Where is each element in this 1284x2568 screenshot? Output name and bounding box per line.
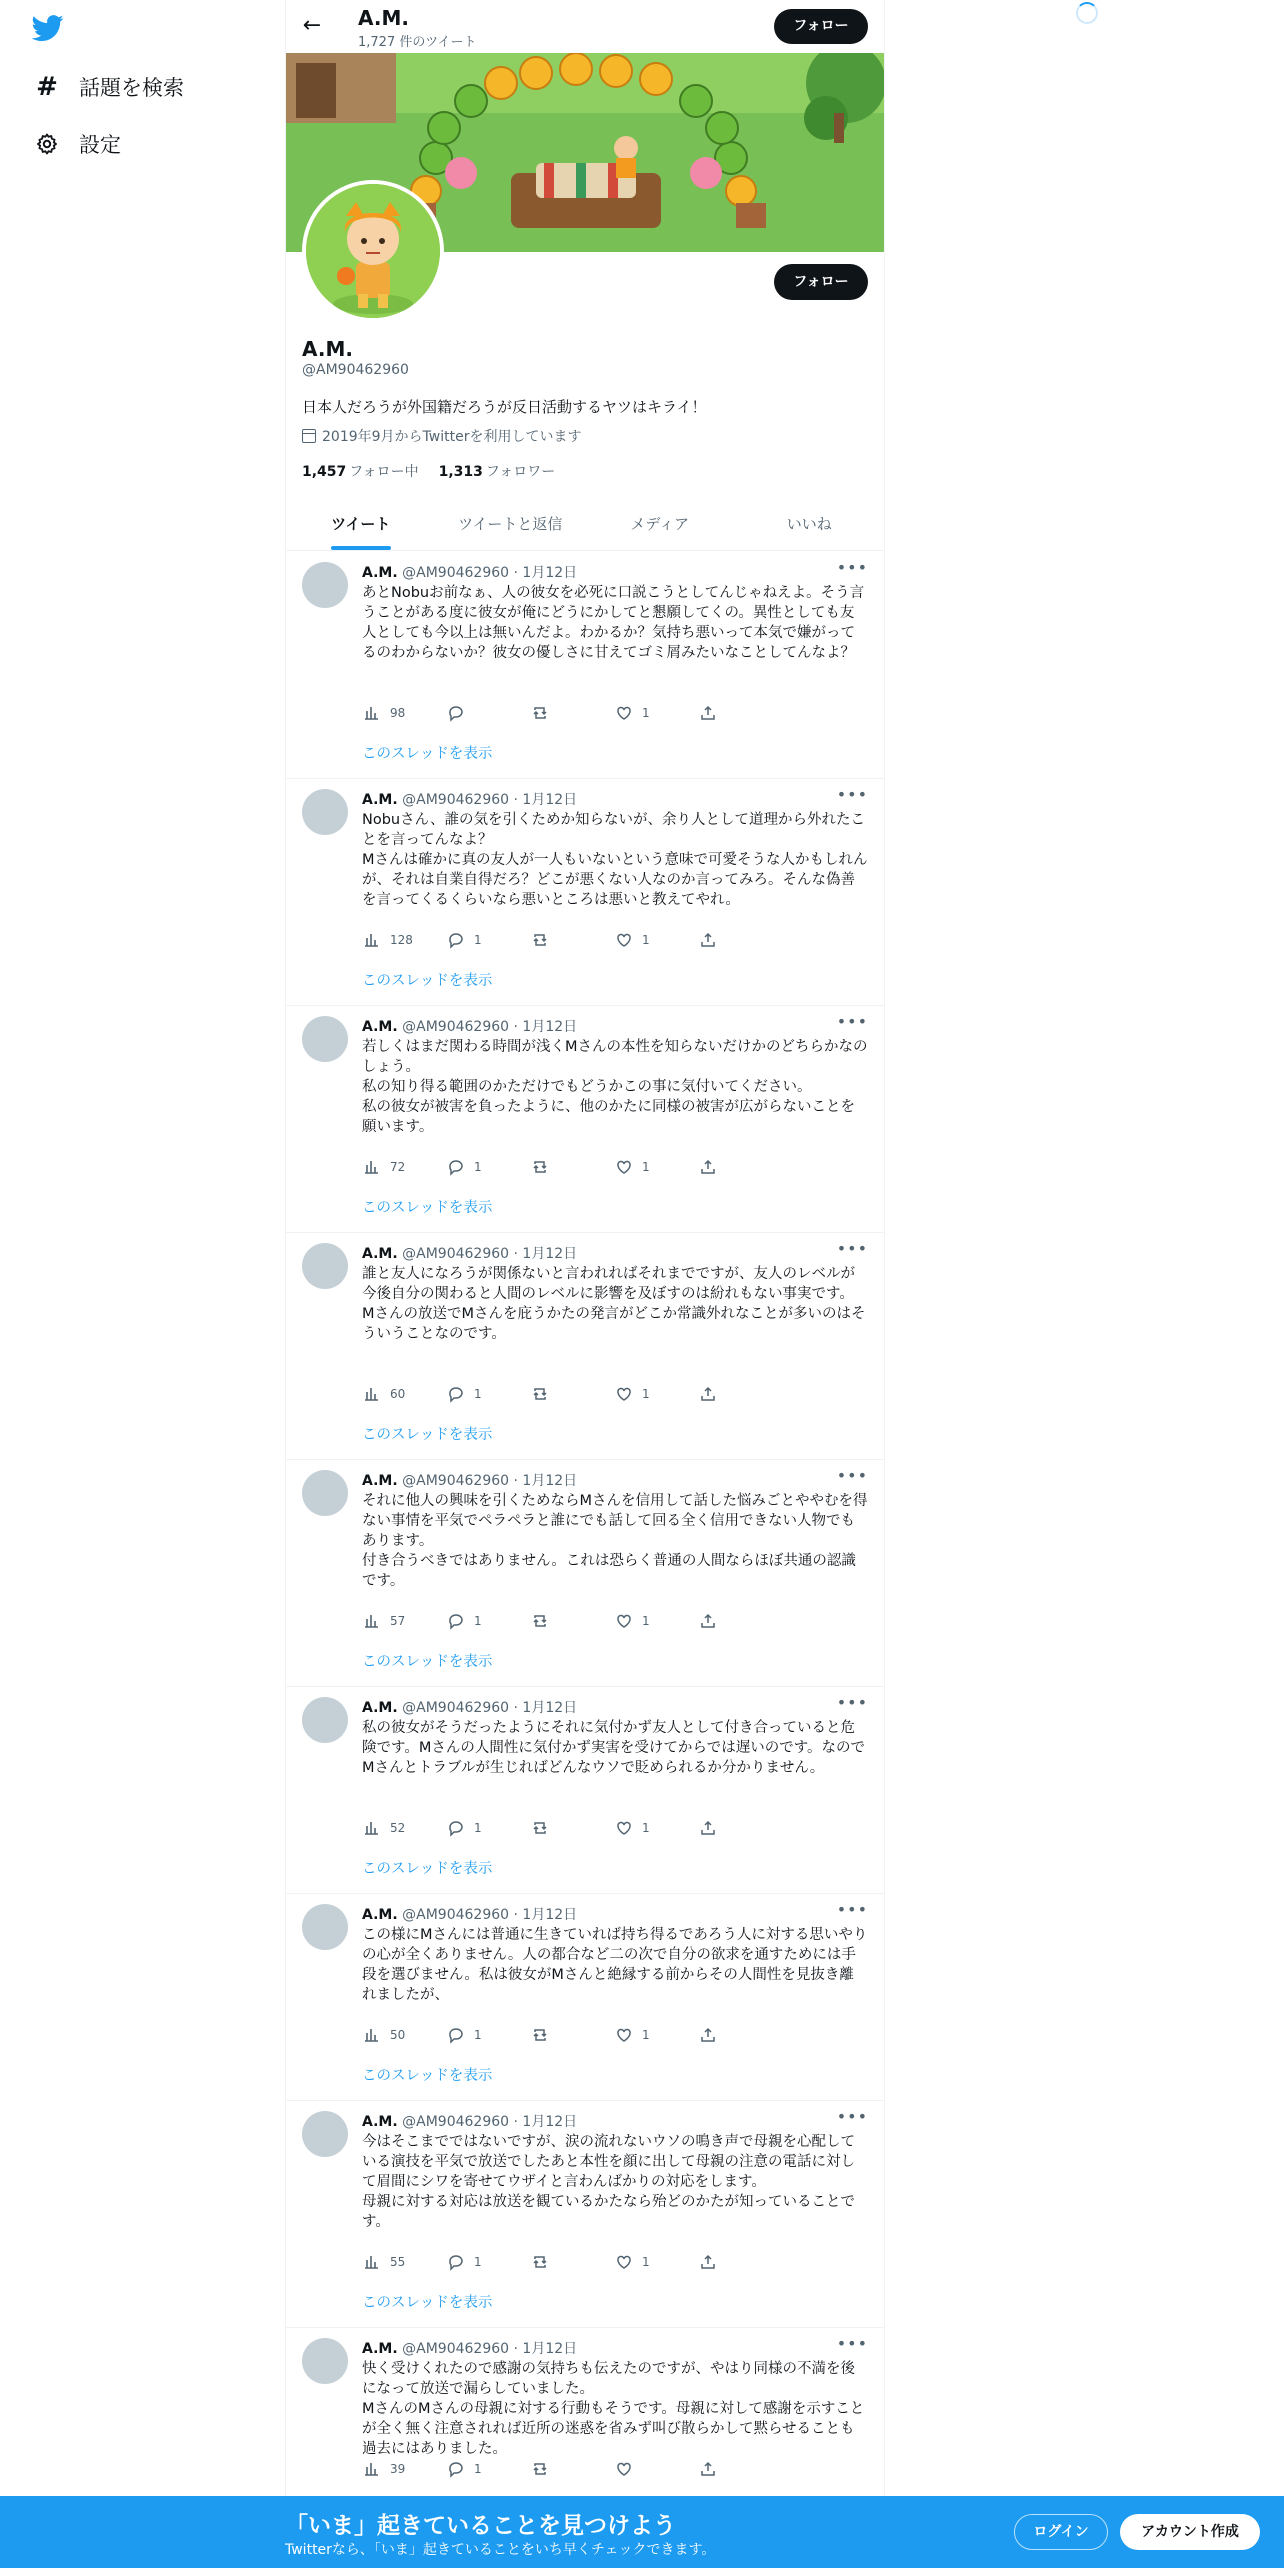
tweet[interactable]	[286, 1460, 884, 1687]
signup-banner-title: 「いま」起きていることを見つけよう	[285, 2513, 676, 2539]
reply-count: 1	[474, 1821, 482, 1835]
profile-follow-button[interactable]: フォロー	[774, 264, 868, 300]
tweet-text-line: この様にMさんには普通に生きていれば持ち得るであろう人に対する思いやりの心が全くありません。人の都合など二の次で自分の欲求を通すためには手段を選びません。私は彼女がMさんと絶縁する前からその人間性を見抜き離れましたが、	[362, 1927, 868, 2003]
more-options-icon[interactable]: •••	[836, 1239, 868, 1258]
tweet-body	[362, 810, 868, 910]
tweet-header	[362, 1470, 577, 1490]
profile-tabs	[286, 498, 884, 551]
share-icon	[698, 1157, 718, 1177]
heart-icon	[614, 1818, 634, 1838]
tweet-date[interactable]: 1月12日	[522, 1700, 578, 1716]
tweet-date[interactable]: 1月12日	[522, 1907, 578, 1923]
profile-header-bar	[286, 0, 884, 53]
tweet-text-line: 快く受けくれたので感謝の気持ちも伝えたのですが、やはり同様の不満を後になって放送で漏らしていました。	[362, 2361, 855, 2397]
more-options-icon[interactable]: •••	[836, 1466, 868, 1485]
signup-banner-subtitle: Twitterなら、「いま」起きていることをいち早くチェックできます。	[285, 2542, 716, 2558]
calendar-icon	[302, 429, 316, 443]
retweet-button[interactable]	[530, 1817, 614, 1839]
show-thread-link[interactable]: このスレッドを表示	[362, 973, 493, 989]
reply-icon	[446, 2459, 466, 2479]
like-button[interactable]	[614, 2458, 698, 2480]
hashtag-icon: #	[36, 72, 58, 102]
tweet-avatar[interactable]	[302, 2111, 348, 2157]
tweet-body	[362, 1491, 868, 1591]
reply-icon	[446, 2025, 466, 2045]
views-icon	[362, 1157, 382, 1177]
tweet-text-line: 母親に対する対応は放送を観ているかたなら殆どのかたが知っていることです。	[362, 2194, 855, 2230]
views-count: 39	[390, 2462, 406, 2476]
more-options-icon[interactable]: •••	[836, 785, 868, 804]
show-thread-link[interactable]: このスレッドを表示	[362, 1200, 493, 1216]
nav-settings-label: 設定	[79, 133, 121, 157]
header-name: A.M.	[358, 6, 409, 30]
show-thread-link[interactable]: このスレッドを表示	[362, 1654, 493, 1670]
tweet-body	[362, 2132, 868, 2232]
retweet-icon	[530, 930, 550, 950]
tweet-author-name[interactable]: A.M.	[362, 2114, 398, 2130]
share-icon	[698, 703, 718, 723]
tweet-text-line: 付き合うべきではありません。これは恐らく普通の人間ならほぼ共通の認識です。	[362, 1553, 856, 1589]
reply-button[interactable]	[446, 2251, 530, 2273]
retweet-button[interactable]	[530, 2024, 614, 2046]
tweet[interactable]	[286, 1233, 884, 1460]
share-button[interactable]	[698, 702, 782, 724]
tweet-date[interactable]: 1月12日	[522, 1246, 578, 1262]
reply-count: 1	[474, 933, 482, 947]
like-button[interactable]	[614, 1383, 698, 1405]
tweet-author-name[interactable]: A.M.	[362, 1473, 398, 1489]
login-button[interactable]: ログイン	[1014, 2514, 1108, 2550]
tweet-text-line: Mさんは確かに真の友人が一人もいないという意味で可愛そうな人かもしれんが、それは自業自得だろ？どこが悪くない人なのか言ってみろ。そんな偽善を言ってくるくらいなら悪いところは悪いと教えてやれ。	[362, 852, 868, 908]
show-thread-link[interactable]: このスレッドを表示	[362, 2295, 493, 2311]
like-button[interactable]	[614, 2251, 698, 2273]
tweet-author-name[interactable]: A.M.	[362, 1019, 398, 1035]
like-count: 1	[642, 933, 650, 947]
tweet-separator: ·	[513, 792, 518, 808]
views-button[interactable]	[362, 702, 446, 724]
tweet-separator: ·	[513, 2341, 518, 2357]
views-icon	[362, 2252, 382, 2272]
tweet[interactable]	[286, 1006, 884, 1233]
tweet-author-name[interactable]: A.M.	[362, 1700, 398, 1716]
tweet-date[interactable]: 1月12日	[522, 792, 578, 808]
tweet-author-handle[interactable]: @AM90462960	[402, 1907, 510, 1923]
tweet-avatar[interactable]	[302, 789, 348, 835]
tweet[interactable]	[286, 1894, 884, 2101]
reply-button[interactable]	[446, 1817, 530, 1839]
share-button[interactable]	[698, 929, 782, 951]
tweet-actions	[362, 1156, 782, 1178]
views-icon	[362, 1611, 382, 1631]
share-button[interactable]	[698, 1156, 782, 1178]
tweet-separator: ·	[513, 1473, 518, 1489]
views-count: 57	[390, 1614, 406, 1628]
signup-button[interactable]: アカウント作成	[1120, 2514, 1260, 2550]
share-button[interactable]	[698, 2458, 782, 2480]
views-button[interactable]	[362, 1610, 446, 1632]
views-count: 55	[390, 2255, 406, 2269]
tweet-text-line: 誰と友人になろうが関係ないと言われればそれまでですが、友人のレベルが今後自分の関わると人間のレベルに影響を及ぼすのは紛れもない事実です。	[362, 1266, 855, 1302]
tweet-actions	[362, 1817, 782, 1839]
like-button[interactable]	[614, 929, 698, 951]
profile-name: A.M.	[302, 337, 353, 361]
profile-joined	[302, 426, 581, 446]
tweet-text-line: 若しくはまだ関わる時間が浅くMさんの本性を知らないだけかのどちらかなのしょう。	[362, 1039, 868, 1075]
like-count: 1	[642, 1614, 650, 1628]
tweet-body	[362, 1925, 868, 2005]
views-count: 52	[390, 1821, 406, 1835]
views-button[interactable]	[362, 1383, 446, 1405]
tweet[interactable]	[286, 1687, 884, 1894]
tweet-author-handle[interactable]: @AM90462960	[402, 1019, 510, 1035]
tweet-avatar[interactable]	[302, 1016, 348, 1062]
views-icon	[362, 2025, 382, 2045]
retweet-icon	[530, 1818, 550, 1838]
retweet-icon	[530, 2025, 550, 2045]
tweet-actions	[362, 1610, 782, 1632]
header-follow-button[interactable]: フォロー	[774, 9, 868, 44]
more-options-icon[interactable]: •••	[836, 558, 868, 577]
views-button[interactable]	[362, 1156, 446, 1178]
share-button[interactable]	[698, 2024, 782, 2046]
like-button[interactable]	[614, 1610, 698, 1632]
tweet-text-line: Nobuさん、誰の気を引くためか知らないが、余り人として道理から外れたことを言ってんなよ？	[362, 812, 865, 848]
tweet-author-name[interactable]: A.M.	[362, 565, 398, 581]
tweet-author-name[interactable]: A.M.	[362, 1246, 398, 1262]
tweet-text-line: Mさんの放送でMさんを庇うかたの発言がどこか常識外れなことが多いのはそういうことなのです。	[362, 1306, 866, 1342]
like-button[interactable]	[614, 702, 698, 724]
followers-count: 1,313	[438, 464, 483, 480]
reply-count: 1	[474, 1160, 482, 1174]
tweet-avatar[interactable]	[302, 1470, 348, 1516]
following-count: 1,457	[302, 464, 347, 480]
heart-icon	[614, 1384, 634, 1404]
more-options-icon[interactable]: •••	[836, 2107, 868, 2126]
nav-explore-label: 話題を検索	[79, 76, 184, 100]
reply-button[interactable]	[446, 702, 530, 724]
tweet-text-line: それに他人の興味を引くためならMさんを信用して話した悩みごとややむを得ない事情を平気でペラペラと誰にでも話して回る全く信用できない人物でもあります。	[362, 1493, 868, 1549]
reply-count: 1	[474, 2028, 482, 2042]
tweet-avatar[interactable]	[302, 562, 348, 608]
share-icon	[698, 1818, 718, 1838]
tweet[interactable]	[286, 552, 884, 779]
retweet-icon	[530, 1157, 550, 1177]
heart-icon	[614, 2252, 634, 2272]
reply-icon	[446, 2252, 466, 2272]
retweet-button[interactable]	[530, 702, 614, 724]
profile-stats	[302, 461, 555, 481]
retweet-button[interactable]	[530, 2251, 614, 2273]
following-label: フォロー中	[349, 464, 419, 480]
views-count: 72	[390, 1160, 406, 1174]
views-icon	[362, 703, 382, 723]
tweet-separator: ·	[513, 1246, 518, 1262]
tweet-body	[362, 583, 868, 663]
tweet-text-line: 私の彼女が被害を負ったように、他のかたに同様の被害が広がらないことを願います。	[362, 1099, 855, 1135]
loading-spinner-icon	[1076, 2, 1098, 24]
share-icon	[698, 1384, 718, 1404]
views-button[interactable]	[362, 2251, 446, 2273]
retweet-icon	[530, 703, 550, 723]
tweet-actions	[362, 2024, 782, 2046]
profile-handle: @AM90462960	[302, 362, 409, 378]
reply-icon	[446, 703, 466, 723]
retweet-button[interactable]	[530, 1383, 614, 1405]
tweet-header	[362, 562, 577, 582]
tab-media[interactable]: メディア	[630, 515, 690, 533]
tweet-header	[362, 2111, 577, 2131]
tweet-body	[362, 1718, 868, 1778]
more-options-icon[interactable]: •••	[836, 1693, 868, 1712]
more-options-icon[interactable]: •••	[836, 1012, 868, 1031]
share-icon	[698, 1611, 718, 1631]
retweet-button[interactable]	[530, 1610, 614, 1632]
like-count: 1	[642, 706, 650, 720]
like-button[interactable]	[614, 2024, 698, 2046]
tweet-separator: ·	[513, 565, 518, 581]
retweet-icon	[530, 1611, 550, 1631]
tweet-header	[362, 1697, 577, 1717]
tweet-avatar[interactable]	[302, 2338, 348, 2384]
views-icon	[362, 2459, 382, 2479]
tweet-header	[362, 2338, 577, 2358]
like-count: 1	[642, 1821, 650, 1835]
following-link[interactable]	[302, 461, 419, 481]
tweet-author-name[interactable]: A.M.	[362, 792, 398, 808]
views-button[interactable]	[362, 2458, 446, 2480]
tweet-actions	[362, 2251, 782, 2273]
reply-button[interactable]	[446, 2458, 530, 2480]
back-arrow-icon[interactable]: ←	[302, 13, 322, 38]
tab-tweets[interactable]: ツイート	[286, 498, 436, 550]
tweet-author-handle[interactable]: @AM90462960	[402, 565, 510, 581]
followers-link[interactable]	[439, 461, 556, 481]
retweet-button[interactable]	[530, 929, 614, 951]
signup-banner	[0, 2496, 1284, 2568]
tweet-body	[362, 1264, 868, 1344]
more-options-icon[interactable]: •••	[836, 1900, 868, 1919]
gear-icon	[34, 131, 60, 157]
like-button[interactable]	[614, 1817, 698, 1839]
tweet-author-handle[interactable]: @AM90462960	[402, 1473, 510, 1489]
tweet-header	[362, 1016, 577, 1036]
tweet-separator: ·	[513, 1907, 518, 1923]
tweet-list	[286, 552, 884, 2518]
profile-column	[285, 0, 885, 2568]
show-thread-link[interactable]: このスレッドを表示	[362, 1861, 493, 1877]
tweet-date[interactable]: 1月12日	[522, 1473, 578, 1489]
profile-joined-text: 2019年9月からTwitterを利用しています	[322, 429, 582, 445]
heart-icon	[614, 1611, 634, 1631]
tweet-text-line: 今はそこまでではないですが、涙の流れないウソの鳴き声で母親を心配している演技を平気で放送でしたあと本性を顔に出して母親の注意の電話に対して眉間にシワを寄せてウザイと言わんばかりの対応をします。	[362, 2134, 855, 2190]
views-icon	[362, 1384, 382, 1404]
reply-icon	[446, 1384, 466, 1404]
tweet-text-line: 私の彼女がそうだったようにそれに気付かず友人として付き合っていると危険です。Mさんの人間性に気付かず実害を受けてからでは遅いのです。なのでMさんとトラブルが生じればどんなウソで貶められるか分かりません。	[362, 1720, 866, 1776]
like-count: 1	[642, 2255, 650, 2269]
share-icon	[698, 2459, 718, 2479]
heart-icon	[614, 2459, 634, 2479]
tweet-actions	[362, 2458, 782, 2480]
views-icon	[362, 930, 382, 950]
views-count: 50	[390, 2028, 406, 2042]
tweet-author-handle[interactable]: @AM90462960	[402, 1700, 510, 1716]
heart-icon	[614, 2025, 634, 2045]
heart-icon	[614, 703, 634, 723]
tweet[interactable]	[286, 779, 884, 1006]
tweet[interactable]	[286, 2101, 884, 2328]
header-tweet-count: 1,727 件のツイート	[358, 35, 477, 50]
tweet-author-handle[interactable]: @AM90462960	[402, 2341, 510, 2357]
views-icon	[362, 1818, 382, 1838]
reply-count: 1	[474, 2462, 482, 2476]
tweet-author-handle[interactable]: @AM90462960	[402, 2114, 510, 2130]
reply-button[interactable]	[446, 1610, 530, 1632]
share-icon	[698, 2025, 718, 2045]
tweet-separator: ·	[513, 2114, 518, 2130]
views-count: 60	[390, 1387, 406, 1401]
tweet-author-name[interactable]: A.M.	[362, 2341, 398, 2357]
tweet-text-line: MさんのMさんの母親に対する行動もそうです。母親に対して感謝を示すことが全く無く注意されれば近所の迷惑を省みず叫び散らかして黙らせることも過去にはありました。	[362, 2401, 865, 2457]
share-icon	[698, 930, 718, 950]
twitter-bird-icon[interactable]	[30, 12, 66, 44]
reply-button[interactable]	[446, 1156, 530, 1178]
like-count: 1	[642, 2028, 650, 2042]
like-count: 1	[642, 1387, 650, 1401]
tweet-avatar[interactable]	[302, 1904, 348, 1950]
reply-icon	[446, 930, 466, 950]
reply-count: 1	[474, 1614, 482, 1628]
tweet-avatar[interactable]	[302, 1697, 348, 1743]
views-count: 98	[390, 706, 406, 720]
tab-tweets-replies[interactable]: ツイートと返信	[458, 515, 563, 533]
share-button[interactable]	[698, 1817, 782, 1839]
tweet-date[interactable]: 1月12日	[522, 1019, 578, 1035]
tweet-text-line: 私の知り得る範囲のかただけでもどうかこの事に気付いてください。	[362, 1079, 812, 1095]
tweet-separator: ·	[513, 1700, 518, 1716]
retweet-icon	[530, 2459, 550, 2479]
more-options-icon[interactable]: •••	[836, 2334, 868, 2353]
tweet-actions	[362, 702, 782, 724]
tweet-author-name[interactable]: A.M.	[362, 1907, 398, 1923]
tweet-header	[362, 789, 577, 809]
share-button[interactable]	[698, 1610, 782, 1632]
reply-button[interactable]	[446, 1383, 530, 1405]
reply-icon	[446, 1818, 466, 1838]
followers-label: フォロワー	[485, 464, 556, 480]
heart-icon	[614, 930, 634, 950]
share-button[interactable]	[698, 1383, 782, 1405]
tweet-author-handle[interactable]: @AM90462960	[402, 792, 510, 808]
tweet-body	[362, 1037, 868, 1137]
retweet-icon	[530, 2252, 550, 2272]
tweet-date[interactable]: 1月12日	[522, 2341, 578, 2357]
share-button[interactable]	[698, 2251, 782, 2273]
views-button[interactable]	[362, 2024, 446, 2046]
tweet[interactable]	[286, 2328, 884, 2518]
tweet-text-line: あとNobuお前なぁ、人の彼女を必死に口説こうとしてんじゃねえよ。そう言うことがある度に彼女が俺にどうにかしてと懇願してくの。異性としても友人としても今以上は無いんだよ。わかるか？気持ち悪いって本気で嫌がってるのわからないか？彼女の優しさに甘えてゴミ屑みたいなことしてんなよ？	[362, 585, 865, 661]
heart-icon	[614, 1157, 634, 1177]
reply-icon	[446, 1157, 466, 1177]
views-count: 128	[390, 933, 413, 947]
reply-button[interactable]	[446, 929, 530, 951]
tweet-actions	[362, 929, 782, 951]
reply-count: 1	[474, 1387, 482, 1401]
share-icon	[698, 2252, 718, 2272]
reply-button[interactable]	[446, 2024, 530, 2046]
tweet-header	[362, 1904, 577, 1924]
like-count: 1	[642, 1160, 650, 1174]
views-button[interactable]	[362, 929, 446, 951]
tweet-date[interactable]: 1月12日	[522, 565, 578, 581]
profile-bio: 日本人だろうが外国籍だろうが反日活動するヤツはキライ！	[302, 398, 707, 416]
tweet-actions	[362, 1383, 782, 1405]
reply-icon	[446, 1611, 466, 1631]
tweet-separator: ·	[513, 1019, 518, 1035]
nav-explore[interactable]	[34, 67, 184, 107]
reply-count: 1	[474, 2255, 482, 2269]
tweet-date[interactable]: 1月12日	[522, 2114, 578, 2130]
tweet-author-handle[interactable]: @AM90462960	[402, 1246, 510, 1262]
retweet-icon	[530, 1384, 550, 1404]
tweet-body	[362, 2359, 868, 2459]
retweet-button[interactable]	[530, 2458, 614, 2480]
nav-settings[interactable]	[34, 124, 121, 164]
views-button[interactable]	[362, 1817, 446, 1839]
like-button[interactable]	[614, 1156, 698, 1178]
profile-avatar[interactable]	[302, 180, 444, 322]
tab-likes[interactable]: いいね	[786, 515, 832, 533]
show-thread-link[interactable]: このスレッドを表示	[362, 1427, 493, 1443]
tweet-avatar[interactable]	[302, 1243, 348, 1289]
tweet-header	[362, 1243, 577, 1263]
retweet-button[interactable]	[530, 1156, 614, 1178]
show-thread-link[interactable]: このスレッドを表示	[362, 746, 493, 762]
show-thread-link[interactable]: このスレッドを表示	[362, 2068, 493, 2084]
